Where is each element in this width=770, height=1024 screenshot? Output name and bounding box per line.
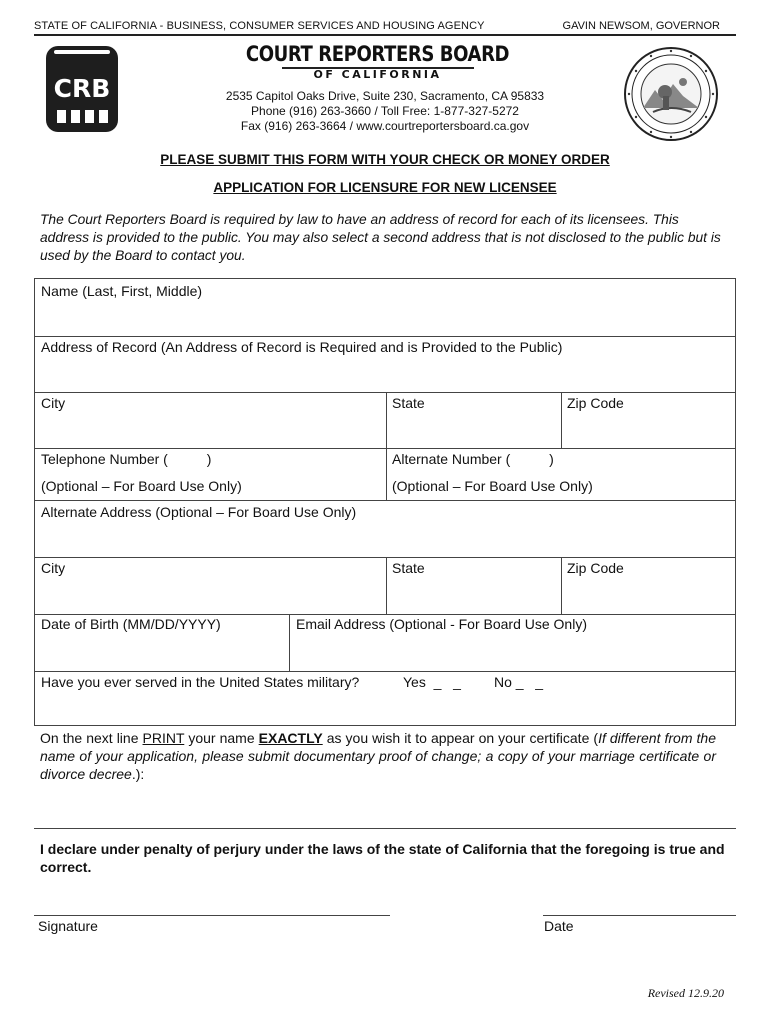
- board-address: 2535 Capitol Oaks Drive, Suite 230, Sacramento, CA 95833: [225, 89, 545, 103]
- divider: [35, 671, 735, 672]
- divider: [35, 557, 735, 558]
- date-label: Date: [544, 918, 574, 934]
- city2-field[interactable]: City: [41, 560, 66, 576]
- telephone-optional-note: (Optional – For Board Use Only): [41, 478, 242, 494]
- form-title: APPLICATION FOR LICENSURE FOR NEW LICENSEE: [213, 180, 557, 195]
- intro-paragraph: The Court Reporters Board is required by law to have an address of record for each of its licensees. This address is provided to the public. You may also select a second address that is not disclosed to the public but is used by the Board to contact you.: [40, 212, 721, 263]
- certificate-instructions: On the next line PRINT your name EXACTLY as you wish it to appear on your certificate (If different from the name of your application, please submit documentary proof of change; a copy of your marriage certificate or divorce decree.):: [40, 730, 716, 782]
- divider: [35, 614, 735, 615]
- state2-field[interactable]: State: [392, 560, 425, 576]
- divider: [35, 392, 735, 393]
- crb-logo: [46, 46, 118, 132]
- divider: [561, 392, 562, 448]
- perjury-declaration: I declare under penalty of perjury under the laws of the state of California that the foregoing is true and correct.: [40, 841, 725, 875]
- military-no-option[interactable]: No _ _: [494, 674, 544, 690]
- logo-text: CRB: [53, 74, 111, 103]
- revised-date: Revised 12.9.20: [647, 986, 724, 1000]
- name-field[interactable]: Name (Last, First, Middle): [41, 283, 203, 299]
- date-line[interactable]: [543, 915, 736, 916]
- alternate-optional-note: (Optional – For Board Use Only): [392, 478, 593, 494]
- board-phone: Phone (916) 263-3660 / Toll Free: 1-877-327-5272: [251, 104, 519, 118]
- military-yes-option[interactable]: Yes _ _: [403, 674, 461, 690]
- divider: [35, 448, 735, 449]
- state-seal-icon: [623, 46, 719, 142]
- divider: [35, 500, 735, 501]
- divider: [386, 557, 387, 614]
- telephone-field[interactable]: Telephone Number ( ): [41, 451, 212, 467]
- header-rule: [34, 34, 736, 36]
- city-field[interactable]: City: [41, 395, 66, 411]
- divider: [35, 336, 735, 337]
- email-field[interactable]: Email Address (Optional - For Board Use Only): [296, 616, 587, 632]
- board-fax: Fax (916) 263-3664 / www.courtreportersboard.ca.gov: [240, 119, 530, 133]
- alternate-number-field[interactable]: Alternate Number ( ): [392, 451, 554, 467]
- zip-field[interactable]: Zip Code: [567, 395, 624, 411]
- divider: [289, 614, 290, 671]
- application-form: [34, 278, 736, 726]
- signature-label: Signature: [38, 918, 98, 934]
- board-sub: OF CALIFORNIA: [313, 68, 442, 81]
- agency-header: STATE OF CALIFORNIA - BUSINESS, CONSUMER SERVICES AND HOUSING AGENCY: [34, 20, 485, 32]
- submit-notice: PLEASE SUBMIT THIS FORM WITH YOUR CHECK OR MONEY ORDER: [160, 152, 610, 167]
- board-name: COURT REPORTERS BOARD: [245, 42, 510, 66]
- zip2-field[interactable]: Zip Code: [567, 560, 624, 576]
- governor-header: GAVIN NEWSOM, GOVERNOR: [562, 20, 720, 32]
- certificate-name-line[interactable]: [34, 828, 736, 829]
- dob-field[interactable]: Date of Birth (MM/DD/YYYY): [41, 616, 221, 632]
- alternate-address-field[interactable]: Alternate Address (Optional – For Board Use Only): [41, 504, 357, 520]
- divider: [386, 392, 387, 500]
- divider: [561, 557, 562, 614]
- state-field[interactable]: State: [392, 395, 425, 411]
- address-of-record-field[interactable]: Address of Record (An Address of Record is Required and is Provided to the Public): [41, 339, 563, 355]
- signature-line[interactable]: [34, 915, 390, 916]
- military-question: Have you ever served in the United States military?: [41, 674, 360, 690]
